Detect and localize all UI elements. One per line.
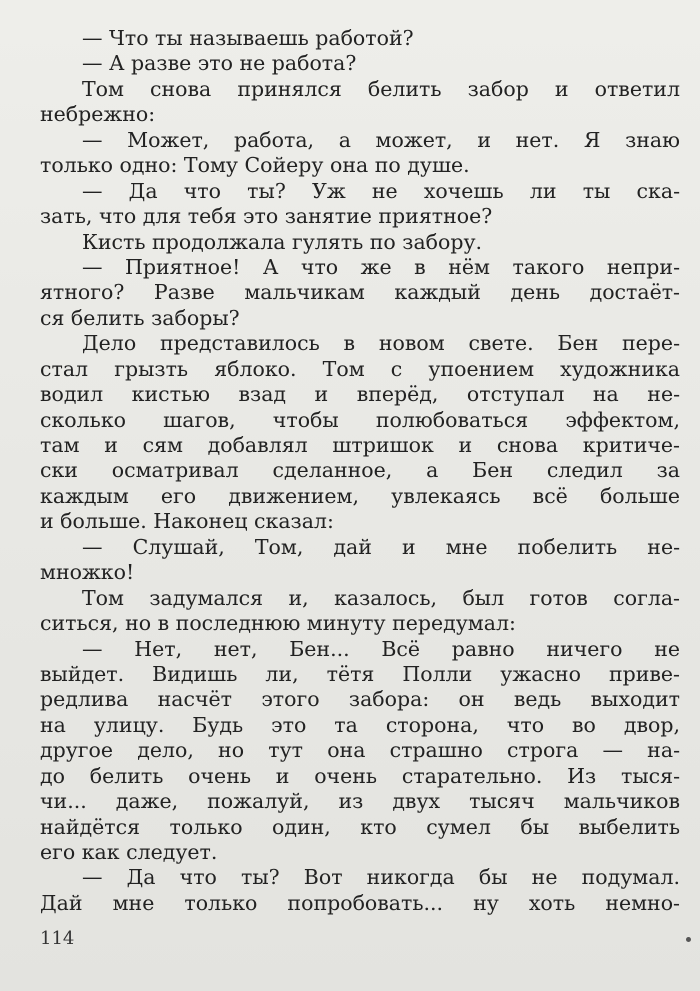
text-line: небрежно:: [40, 102, 156, 127]
margin-dot: [686, 937, 691, 942]
text-line: редлива насчёт этого забора: он ведь выходит: [40, 687, 680, 712]
body-text: [40, 26, 680, 916]
text-line: найдётся только один, кто сумел бы выбелить: [40, 814, 680, 839]
text-line: ситься, но в последнюю минуту передумал:: [40, 611, 516, 636]
page-number: 114: [40, 928, 75, 949]
text-line: ски осматривал сделанное, а Бен следил за: [40, 458, 680, 483]
text-line: — А разве это не работа?: [82, 51, 357, 76]
text-line: ся белить заборы?: [40, 305, 240, 330]
text-line: только одно: Тому Сойеру она по душе.: [40, 153, 470, 178]
text-line: до белить очень и очень старательно. Из тыся-: [40, 763, 680, 788]
text-line: — Слушай, Том, дай и мне побелить не-: [82, 534, 680, 559]
text-line: сколько шагов, чтобы полюбоваться эффектом,: [40, 407, 680, 432]
text-line: множко!: [40, 560, 135, 585]
text-line: Дело представилось в новом свете. Бен пере-: [82, 331, 680, 356]
text-line: — Приятное! А что же в нём такого непри-: [82, 254, 680, 279]
text-line: — Что ты называешь работой?: [82, 26, 414, 50]
text-line: Том задумался и, казалось, был готов согла-: [82, 585, 680, 610]
text-line: на улицу. Будь это та сторона, что во двор,: [40, 712, 680, 737]
text-line: — Да что ты? Вот никогда бы не подумал.: [82, 865, 680, 890]
text-line: каждым его движением, увлекаясь всё больше: [40, 483, 680, 508]
text-line: ятного? Разве мальчикам каждый день достаёт-: [40, 280, 680, 305]
text-line: там и сям добавлял штришок и снова критиче-: [40, 433, 680, 457]
text-line: чи... даже, пожалуй, из двух тысяч мальчиков: [40, 789, 680, 814]
text-line: — Да что ты? Уж не хочешь ли ты ска-: [82, 178, 680, 203]
text-line: его как следует.: [40, 840, 218, 864]
text-line: выйдет. Видишь ли, тётя Полли ужасно приве-: [40, 661, 680, 686]
text-line: Кисть продолжала гулять по забору.: [82, 229, 483, 254]
text-line: Том снова принялся белить забор и ответил: [82, 76, 680, 101]
text-line: зать, что для тебя это занятие приятное?: [40, 204, 493, 229]
text-line: Дай мне только попробовать... ну хоть немно-: [40, 890, 680, 915]
text-line: — Нет, нет, Бен... Всё равно ничего не: [82, 636, 680, 661]
text-line: водил кистью взад и вперёд, отступал на не-: [40, 382, 680, 407]
text-line: — Может, работа, а может, и нет. Я знаю: [82, 127, 680, 152]
text-line: другое дело, но тут она страшно строга — на-: [40, 738, 680, 763]
text-line: и больше. Наконец сказал:: [40, 509, 334, 534]
text-line: стал грызть яблоко. Том с упоением художника: [40, 356, 680, 381]
